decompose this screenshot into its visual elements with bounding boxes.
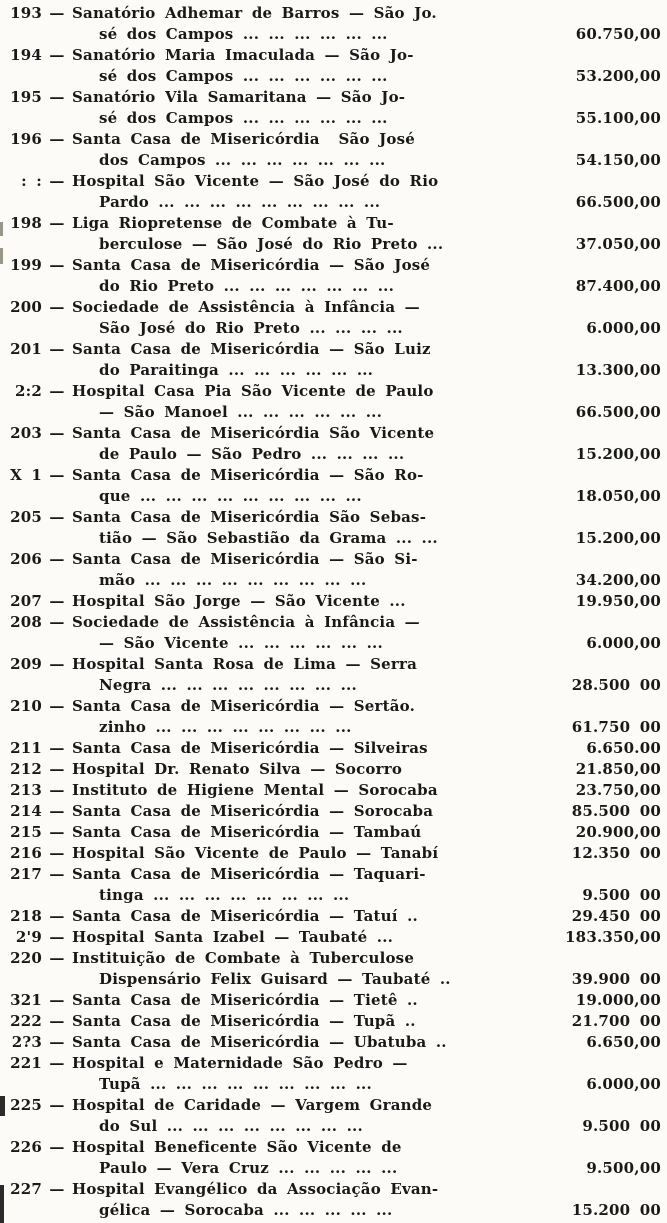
table-row — [0, 843, 667, 864]
entry-text-line: Santa Casa de Misericórdia — Sorocaba — [72, 802, 434, 820]
entry-number: 193 — [10, 4, 42, 22]
entry-name — [72, 129, 474, 171]
entry-name — [72, 654, 474, 696]
entry-number: 208 — [10, 613, 42, 631]
entry-value: 6.000,00 — [586, 634, 661, 652]
entry-text-line: que ... ... ... ... ... ... ... ... ... — [99, 487, 362, 505]
entry-text-line: Santa Casa de Misericórdia — São Luiz — [72, 340, 431, 358]
entry-name — [72, 843, 474, 864]
entry-value: 6.000,00 — [586, 1075, 661, 1093]
entry-dash: — — [49, 214, 65, 232]
entry-text-line: Hospital Dr. Renato Silva — Socorro — [72, 760, 403, 778]
table-row — [0, 297, 667, 339]
entry-value: 54.150,00 — [575, 151, 661, 169]
entry-text-line: — São Manoel ... ... ... ... ... ... — [99, 403, 383, 421]
entry-text-line: gélica — Sorocaba ... ... ... ... ... — [99, 1201, 393, 1219]
entry-text-line: Santa Casa de Misericórdia — Tupã .. — [72, 1012, 416, 1030]
entry-value: 61.750 00 — [571, 718, 661, 736]
entry-dash: — — [49, 781, 65, 799]
table-row — [0, 990, 667, 1011]
entry-number: 216 — [10, 844, 42, 862]
scan-artifact — [0, 222, 3, 236]
entry-name — [72, 297, 474, 339]
table-row — [0, 213, 667, 255]
table-row — [0, 381, 667, 423]
entry-text-line: Negra ... ... ... ... ... ... ... ... — [99, 676, 357, 694]
entry-number: 196 — [10, 130, 42, 148]
table-row — [0, 801, 667, 822]
scan-artifact — [0, 1185, 4, 1223]
entry-text-line: Santa Casa de Misericórdia — Tatuí .. — [72, 907, 418, 925]
entry-text-line: Instituto de Higiene Mental — Sorocaba — [72, 781, 438, 799]
entry-value: 12.350 00 — [571, 844, 661, 862]
entry-number: 215 — [10, 823, 42, 841]
table-row — [0, 423, 667, 465]
entry-value: 66.500,00 — [575, 193, 661, 211]
table-row — [0, 339, 667, 381]
entry-value: 9.500,00 — [586, 1159, 661, 1177]
entry-text-line: Santa Casa de Misericórdia — São Ro- — [72, 466, 424, 484]
entry-text-line: Dispensário Felix Guisard — Taubaté .. — [99, 970, 451, 988]
entry-dash: — — [49, 256, 65, 274]
entry-name — [72, 801, 474, 822]
entry-value: 66.500,00 — [575, 403, 661, 421]
table-row — [0, 1032, 667, 1053]
table-row — [0, 45, 667, 87]
entry-name — [72, 339, 474, 381]
entry-name — [72, 864, 474, 906]
table-row — [0, 255, 667, 297]
entry-value: 20.900,00 — [575, 823, 661, 841]
entry-value: 34.200,00 — [575, 571, 661, 589]
entry-dash: — — [49, 1054, 65, 1072]
entry-value: 28.500 00 — [571, 676, 661, 694]
entry-text-line: Santa Casa de Misericórdia — Taquari- — [72, 865, 426, 883]
entry-text-line: Paulo — Vera Cruz ... ... ... ... ... — [99, 1159, 398, 1177]
entry-value: 6.650.00 — [586, 739, 661, 757]
entry-name — [72, 780, 474, 801]
entry-dash: — — [49, 46, 65, 64]
entry-dash: — — [49, 655, 65, 673]
entry-text-line: Sanatório Vila Samaritana — São Jo- — [72, 88, 406, 106]
entry-dash: — — [49, 130, 65, 148]
entry-name — [72, 1032, 474, 1053]
table-row — [0, 696, 667, 738]
entry-dash: — — [49, 1138, 65, 1156]
entry-text-line: Sociedade de Assistência à Infância — — [72, 613, 420, 631]
entry-value: 39.900 00 — [571, 970, 661, 988]
entry-text-line: do Sul ... ... ... ... ... ... ... ... — [99, 1117, 363, 1135]
entry-name — [72, 213, 474, 255]
entry-text-line: Instituição de Combate à Tuberculose — [72, 949, 415, 967]
entry-text-line: Santa Casa de Misericórdia — Ubatuba .. — [72, 1033, 447, 1051]
entry-text-line: — São Vicente ... ... ... ... ... ... — [99, 634, 383, 652]
entry-value: 13.300,00 — [575, 361, 661, 379]
entry-text-line: tinga ... ... ... ... ... ... ... ... — [99, 886, 350, 904]
entry-dash: — — [49, 298, 65, 316]
entry-dash: — — [49, 865, 65, 883]
entry-dash: — — [49, 340, 65, 358]
table-row — [0, 129, 667, 171]
entry-number: 209 — [10, 655, 42, 673]
entry-text-line: Hospital e Maternidade São Pedro — — [72, 1054, 408, 1072]
entry-text-line: Hospital Casa Pia São Vicente de Paulo — [72, 382, 434, 400]
entry-text-line: Santa Casa de Misericórdia São Sebas- — [72, 508, 427, 526]
entry-dash: — — [49, 382, 65, 400]
entry-name — [72, 612, 474, 654]
entry-number: 220 — [10, 949, 42, 967]
entry-text-line: tião — São Sebastião da Grama ... ... — [99, 529, 438, 547]
entry-text-line: Sanatório Adhemar de Barros — São Jo. — [72, 4, 437, 22]
entry-number: 214 — [10, 802, 42, 820]
entry-name — [72, 1095, 474, 1137]
entry-text-line: Hospital Santa Izabel — Taubaté ... — [72, 928, 394, 946]
entry-name — [72, 423, 474, 465]
entry-text-line: sé dos Campos ... ... ... ... ... ... — [99, 67, 388, 85]
entry-value: 21.700 00 — [571, 1012, 661, 1030]
entry-name — [72, 948, 474, 990]
entry-text-line: berculose — São José do Rio Preto ... — [99, 235, 444, 253]
entry-dash: — — [49, 928, 65, 946]
entry-dash: — — [49, 1033, 65, 1051]
entry-text-line: Tupã ... ... ... ... ... ... ... ... ... — [99, 1075, 372, 1093]
entry-text-line: Hospital São Vicente de Paulo — Tanabí — [72, 844, 439, 862]
table-row — [0, 759, 667, 780]
table-row — [0, 1053, 667, 1095]
entry-number: 206 — [10, 550, 42, 568]
entry-name — [72, 696, 474, 738]
table-row — [0, 822, 667, 843]
entry-number: 221 — [10, 1054, 42, 1072]
entry-number: 218 — [10, 907, 42, 925]
entry-text-line: Hospital Santa Rosa de Lima — Serra — [72, 655, 417, 673]
entry-number: 203 — [10, 424, 42, 442]
entry-name — [72, 465, 474, 507]
table-row — [0, 507, 667, 549]
entry-dash: — — [49, 844, 65, 862]
entry-value: 85.500 00 — [571, 802, 661, 820]
entry-number: 225 — [10, 1096, 42, 1114]
entry-number: 2?3 — [11, 1033, 42, 1051]
entry-text-line: sé dos Campos ... ... ... ... ... ... — [99, 109, 388, 127]
entry-name — [72, 1053, 474, 1095]
entry-name — [72, 990, 474, 1011]
entry-number: 205 — [10, 508, 42, 526]
entry-number: : : — [21, 172, 42, 190]
table-row — [0, 171, 667, 213]
entry-dash: — — [49, 949, 65, 967]
entry-name — [72, 3, 474, 45]
entry-text-line: Santa Casa de Misericórdia — São Si- — [72, 550, 418, 568]
entry-text-line: Hospital São Jorge — São Vicente ... — [72, 592, 406, 610]
entry-number: 200 — [10, 298, 42, 316]
table-row — [0, 1137, 667, 1179]
entry-number: 217 — [10, 865, 42, 883]
entry-number: 199 — [10, 256, 42, 274]
entry-number: 201 — [10, 340, 42, 358]
entry-text-line: Hospital de Caridade — Vargem Grande — [72, 1096, 433, 1114]
entry-name — [72, 1137, 474, 1179]
table-row — [0, 906, 667, 927]
table-row — [0, 780, 667, 801]
entry-dash: — — [49, 172, 65, 190]
entry-value: 21.850,00 — [575, 760, 661, 778]
entry-text-line: zinho ... ... ... ... ... ... ... ... — [99, 718, 352, 736]
table-row — [0, 3, 667, 45]
entry-text-line: do Rio Preto ... ... ... ... ... ... ... — [99, 277, 394, 295]
entry-name — [72, 507, 474, 549]
table-row — [0, 549, 667, 591]
entry-text-line: Santa Casa de Misericórdia — São José — [72, 256, 431, 274]
table-row — [0, 948, 667, 990]
entry-name — [72, 906, 474, 927]
entry-text-line: dos Campos ... ... ... ... ... ... ... — [99, 151, 386, 169]
entry-dash: — — [49, 760, 65, 778]
entry-number: 210 — [10, 697, 42, 715]
entry-name — [72, 549, 474, 591]
entry-value: 6.650,00 — [586, 1033, 661, 1051]
entry-value: 9.500 00 — [582, 886, 661, 904]
entry-value: 15.200,00 — [575, 445, 661, 463]
entry-value: 19.950,00 — [575, 592, 661, 610]
entry-text-line: Santa Casa de Misericórdia São Vicente — [72, 424, 435, 442]
entry-dash: — — [49, 991, 65, 1009]
entry-text-line: de Paulo — São Pedro ... ... ... ... — [99, 445, 405, 463]
table-row — [0, 738, 667, 759]
table-row — [0, 864, 667, 906]
entry-number: 207 — [10, 592, 42, 610]
entry-text-line: Hospital São Vicente — São José do Rio — [72, 172, 439, 190]
entry-value: 87.400,00 — [575, 277, 661, 295]
entry-name — [72, 381, 474, 423]
table-row — [0, 87, 667, 129]
table-row — [0, 1011, 667, 1032]
entry-name — [72, 255, 474, 297]
entry-value: 23.750,00 — [575, 781, 661, 799]
table-row — [0, 591, 667, 612]
table-row — [0, 1179, 667, 1221]
table-row — [0, 654, 667, 696]
entry-number: X 1 — [10, 466, 42, 484]
entry-name — [72, 738, 474, 759]
entry-dash: — — [49, 907, 65, 925]
entry-number: 226 — [10, 1138, 42, 1156]
entry-text-line: Santa Casa de Misericórdia — Tambaú — [72, 823, 422, 841]
entry-number: 2:2 — [14, 382, 42, 400]
entry-text-line: Sanatório Maria Imaculada — São Jo- — [72, 46, 414, 64]
entry-number: 212 — [10, 760, 42, 778]
entry-name — [72, 45, 474, 87]
entry-dash: — — [49, 802, 65, 820]
table-row — [0, 465, 667, 507]
entry-dash: — — [49, 739, 65, 757]
entry-value: 37.050,00 — [575, 235, 661, 253]
entry-text-line: Hospital Beneficente São Vicente de — [72, 1138, 402, 1156]
table-row — [0, 612, 667, 654]
entry-value: 53.200,00 — [575, 67, 661, 85]
entry-dash: — — [49, 466, 65, 484]
entry-text-line: São José do Rio Preto ... ... ... ... — [99, 319, 403, 337]
entry-number: 2'9 — [15, 928, 42, 946]
entry-name — [72, 822, 474, 843]
entry-number: 198 — [10, 214, 42, 232]
entry-text-line: Santa Casa de Misericórdia — Tietê .. — [72, 991, 418, 1009]
entry-number: 227 — [10, 1180, 42, 1198]
table-row — [0, 927, 667, 948]
entry-number: 222 — [10, 1012, 42, 1030]
entry-dash: — — [49, 1012, 65, 1030]
entry-name — [72, 171, 474, 213]
entry-value: 15.200,00 — [575, 529, 661, 547]
entry-value: 9.500 00 — [582, 1117, 661, 1135]
entry-text-line: Santa Casa de Misericórdia — Silveiras — [72, 739, 428, 757]
entry-value: 29.450 00 — [571, 907, 661, 925]
entry-dash: — — [49, 508, 65, 526]
entry-dash: — — [49, 1180, 65, 1198]
entry-value: 55.100,00 — [575, 109, 661, 127]
entry-text-line: sé dos Campos ... ... ... ... ... ... — [99, 25, 388, 43]
entry-dash: — — [49, 88, 65, 106]
entry-name — [72, 759, 474, 780]
scan-artifact — [0, 248, 3, 264]
entry-value: 183.350,00 — [565, 928, 661, 946]
entry-number: 194 — [10, 46, 42, 64]
entry-text-line: Santa Casa de Misericórdia — Sertão. — [72, 697, 415, 715]
entry-text-line: do Paraitinga ... ... ... ... ... ... — [99, 361, 374, 379]
table-row — [0, 1095, 667, 1137]
entry-dash: — — [49, 550, 65, 568]
entry-number: 321 — [10, 991, 42, 1009]
entry-dash: — — [49, 1096, 65, 1114]
entry-dash: — — [49, 592, 65, 610]
entry-text-line: mão ... ... ... ... ... ... ... ... ... — [99, 571, 367, 589]
scan-artifact — [0, 1096, 5, 1116]
entry-name — [72, 1179, 474, 1221]
entry-value: 15.200 00 — [571, 1201, 661, 1219]
entry-value: 60.750,00 — [575, 25, 661, 43]
entry-name — [72, 87, 474, 129]
entry-text-line: Liga Riopretense de Combate à Tu- — [72, 214, 394, 232]
entry-text-line: Pardo ... ... ... ... ... ... ... ... ... — [99, 193, 381, 211]
entry-text-line: Sociedade de Assistência à Infância — — [72, 298, 420, 316]
entry-text-line: Hospital Evangélico da Associação Evan- — [72, 1180, 439, 1198]
entry-text-line: Santa Casa de Misericórdia São José — [72, 130, 415, 148]
entry-name — [72, 591, 474, 612]
entry-name — [72, 1011, 474, 1032]
entry-dash: — — [49, 613, 65, 631]
entry-value: 18.050,00 — [575, 487, 661, 505]
entry-dash: — — [49, 823, 65, 841]
entry-dash: — — [49, 424, 65, 442]
entry-number: 211 — [10, 739, 42, 757]
entry-value: 6.000,00 — [586, 319, 661, 337]
entry-value: 19.000,00 — [575, 991, 661, 1009]
entry-dash: — — [49, 697, 65, 715]
entry-dash: — — [49, 4, 65, 22]
entry-name — [72, 927, 474, 948]
entry-number: 213 — [10, 781, 42, 799]
entry-number: 195 — [10, 88, 42, 106]
